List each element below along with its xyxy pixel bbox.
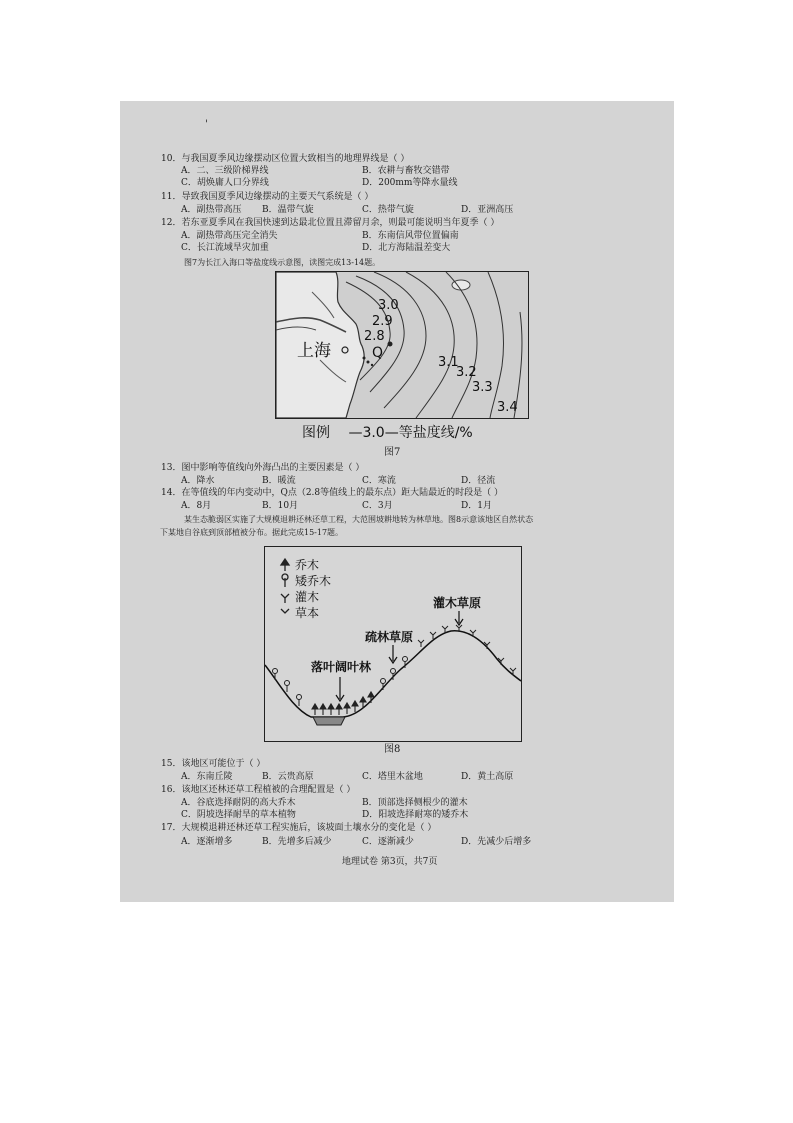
- isoline-3.2: [446, 272, 477, 418]
- question-16-option-c[interactable]: C．阴坡选择耐旱的草本植物: [181, 810, 296, 820]
- valley-bottom: [313, 717, 345, 725]
- isoline-label-3.1: 3.1: [438, 355, 459, 370]
- question-15-option-c[interactable]: C．塔里木盆地: [362, 772, 423, 782]
- question-15-option-b[interactable]: B．云贵高原: [262, 772, 314, 782]
- question-10-option-d[interactable]: D．200mm等降水量线: [362, 178, 458, 188]
- island-dot: [363, 357, 366, 360]
- page-footer: 地理试卷 第3页，共7页: [342, 857, 438, 867]
- legend-label: 图例: [302, 425, 330, 441]
- legend-herb-label: 草本: [295, 606, 320, 620]
- zone-label-deciduous-forest: 落叶阔叶林: [311, 660, 372, 674]
- isoline-label-2.8: 2.8: [364, 329, 385, 344]
- isoline-label-3.3: 3.3: [472, 380, 493, 395]
- question-13-stem: 13．图中影响等值线向外海凸出的主要因素是（ ）: [161, 463, 365, 473]
- fig8-intro-line-2: 下某地自谷底到顶部植被分布。据此完成15-17题。: [160, 528, 344, 537]
- fig7-salinity-map: [275, 271, 529, 419]
- herb-icon: [281, 609, 289, 613]
- question-13-option-b[interactable]: B．暖流: [262, 476, 296, 486]
- q-point: [388, 342, 393, 347]
- question-10-stem: 10．与我国夏季风边缘摆动区位置大致相当的地理界线是（ ）: [161, 154, 410, 164]
- isoline-label-3.2: 3.2: [456, 365, 477, 380]
- legend-dwarf-tree-label: 矮乔木: [295, 574, 332, 588]
- legend-isoline-text: 等盐度线/%: [398, 425, 473, 441]
- zone-label-shrub-steppe: 灌木草原: [433, 596, 482, 610]
- question-16-option-d[interactable]: D．阳坡选择耐寒的矮乔木: [362, 810, 469, 820]
- fig7-caption: 图7: [384, 447, 401, 458]
- isoline-3.1: [406, 272, 454, 418]
- question-14-stem: 14．在等值线的年内变动中，Q点（2.8等值线上的最东点）距大陆最近的时段是（ ）: [161, 488, 504, 498]
- fig7-map-drawing: [276, 272, 528, 418]
- island-dot: [371, 364, 373, 366]
- question-10-option-c[interactable]: C．胡焕庸人口分界线: [181, 178, 269, 188]
- question-12-option-a[interactable]: A．副热带高压完全消失: [181, 231, 278, 241]
- header-mark: ': [205, 119, 208, 130]
- question-16-option-b[interactable]: B．顶部选择侧根少的灌木: [362, 798, 468, 808]
- legend-shrub-label: 灌木: [295, 590, 320, 604]
- question-11-stem: 11．导致我国夏季风边缘摆动的主要天气系统是（ ）: [161, 192, 374, 202]
- question-14-option-a[interactable]: A．8月: [181, 501, 212, 511]
- isoline-label-3.0: 3.0: [378, 298, 399, 313]
- question-16-stem: 16．该地区还林还草工程植被的合理配置是（ ）: [161, 785, 356, 795]
- legend-arbor-label: 乔木: [295, 558, 320, 572]
- question-13-option-d[interactable]: D．径流: [461, 476, 496, 486]
- fig8-intro-line-1: 某生态脆弱区实施了大规模退耕还林还草工程，大范围坡耕地转为林草地。图8示意该地区自然状态: [184, 515, 534, 524]
- question-17-option-c[interactable]: C．逐渐减少: [362, 837, 414, 847]
- question-11-option-d[interactable]: D．亚洲高压: [461, 205, 514, 215]
- question-14-option-b[interactable]: B．10月: [262, 501, 299, 511]
- question-15-option-d[interactable]: D．黄土高原: [461, 772, 514, 782]
- fig8-drawing: [265, 547, 521, 741]
- question-15-option-a[interactable]: A．东南丘陵: [181, 772, 233, 782]
- city-label: 上海: [297, 341, 331, 361]
- question-15-stem: 15．该地区可能位于（ ）: [161, 759, 266, 769]
- question-14-option-d[interactable]: D．1月: [461, 501, 492, 511]
- question-12-option-c[interactable]: C．长江流域旱灾加重: [181, 243, 269, 253]
- zone-label-sparse-woodland: 疏林草原: [365, 630, 414, 644]
- fig8-vegetation-profile: [264, 546, 522, 742]
- isoline-label-3.4: 3.4: [497, 400, 518, 415]
- fig7-intro: 图7为长江入海口等盐度线示意图，读图完成13-14题。: [184, 258, 381, 267]
- question-12-option-b[interactable]: B．东南信风带位置偏南: [362, 231, 459, 241]
- arbor-tree-icon: [281, 559, 289, 571]
- question-17-option-d[interactable]: D．先减少后增多: [461, 837, 532, 847]
- dwarf-tree-icon: [282, 574, 288, 587]
- isoline-3.3: [488, 272, 503, 418]
- question-10-option-b[interactable]: B．农耕与畜牧交错带: [362, 166, 450, 176]
- exam-sheet: [120, 101, 674, 902]
- question-13-option-a[interactable]: A．降水: [181, 476, 215, 486]
- shrub-icon: [281, 594, 289, 603]
- fig7-legend: [302, 424, 473, 442]
- question-17-stem: 17．大规模退耕还林还草工程实施后，该坡面土壤水分的变化是（ ）: [161, 823, 437, 833]
- question-16-option-a[interactable]: A．谷底选择耐阴的高大乔木: [181, 798, 296, 808]
- question-12-option-d[interactable]: D．北方海陆温差变大: [362, 243, 451, 253]
- isoline-label-2.9: 2.9: [372, 314, 393, 329]
- point-label: Q: [372, 345, 384, 361]
- question-17-option-a[interactable]: A．逐渐增多: [181, 837, 233, 847]
- island-dot: [367, 361, 370, 364]
- question-11-option-a[interactable]: A．副热带高压: [181, 205, 242, 215]
- question-14-option-c[interactable]: C．3月: [362, 501, 393, 511]
- question-10-option-a[interactable]: A．二、三级阶梯界线: [181, 166, 269, 176]
- question-11-option-c[interactable]: C．热带气旋: [362, 205, 414, 215]
- question-12-stem: 12．若东亚夏季风在我国快速到达最北位置且滞留月余，则最可能说明当年夏季（ ）: [161, 218, 500, 228]
- fig8-caption: 图8: [384, 744, 401, 755]
- question-13-option-c[interactable]: C．寒流: [362, 476, 396, 486]
- question-11-option-b[interactable]: B．温带气旋: [262, 205, 314, 215]
- question-17-option-b[interactable]: B．先增多后减少: [262, 837, 332, 847]
- legend-isoline-sample: —3.0—: [348, 425, 399, 441]
